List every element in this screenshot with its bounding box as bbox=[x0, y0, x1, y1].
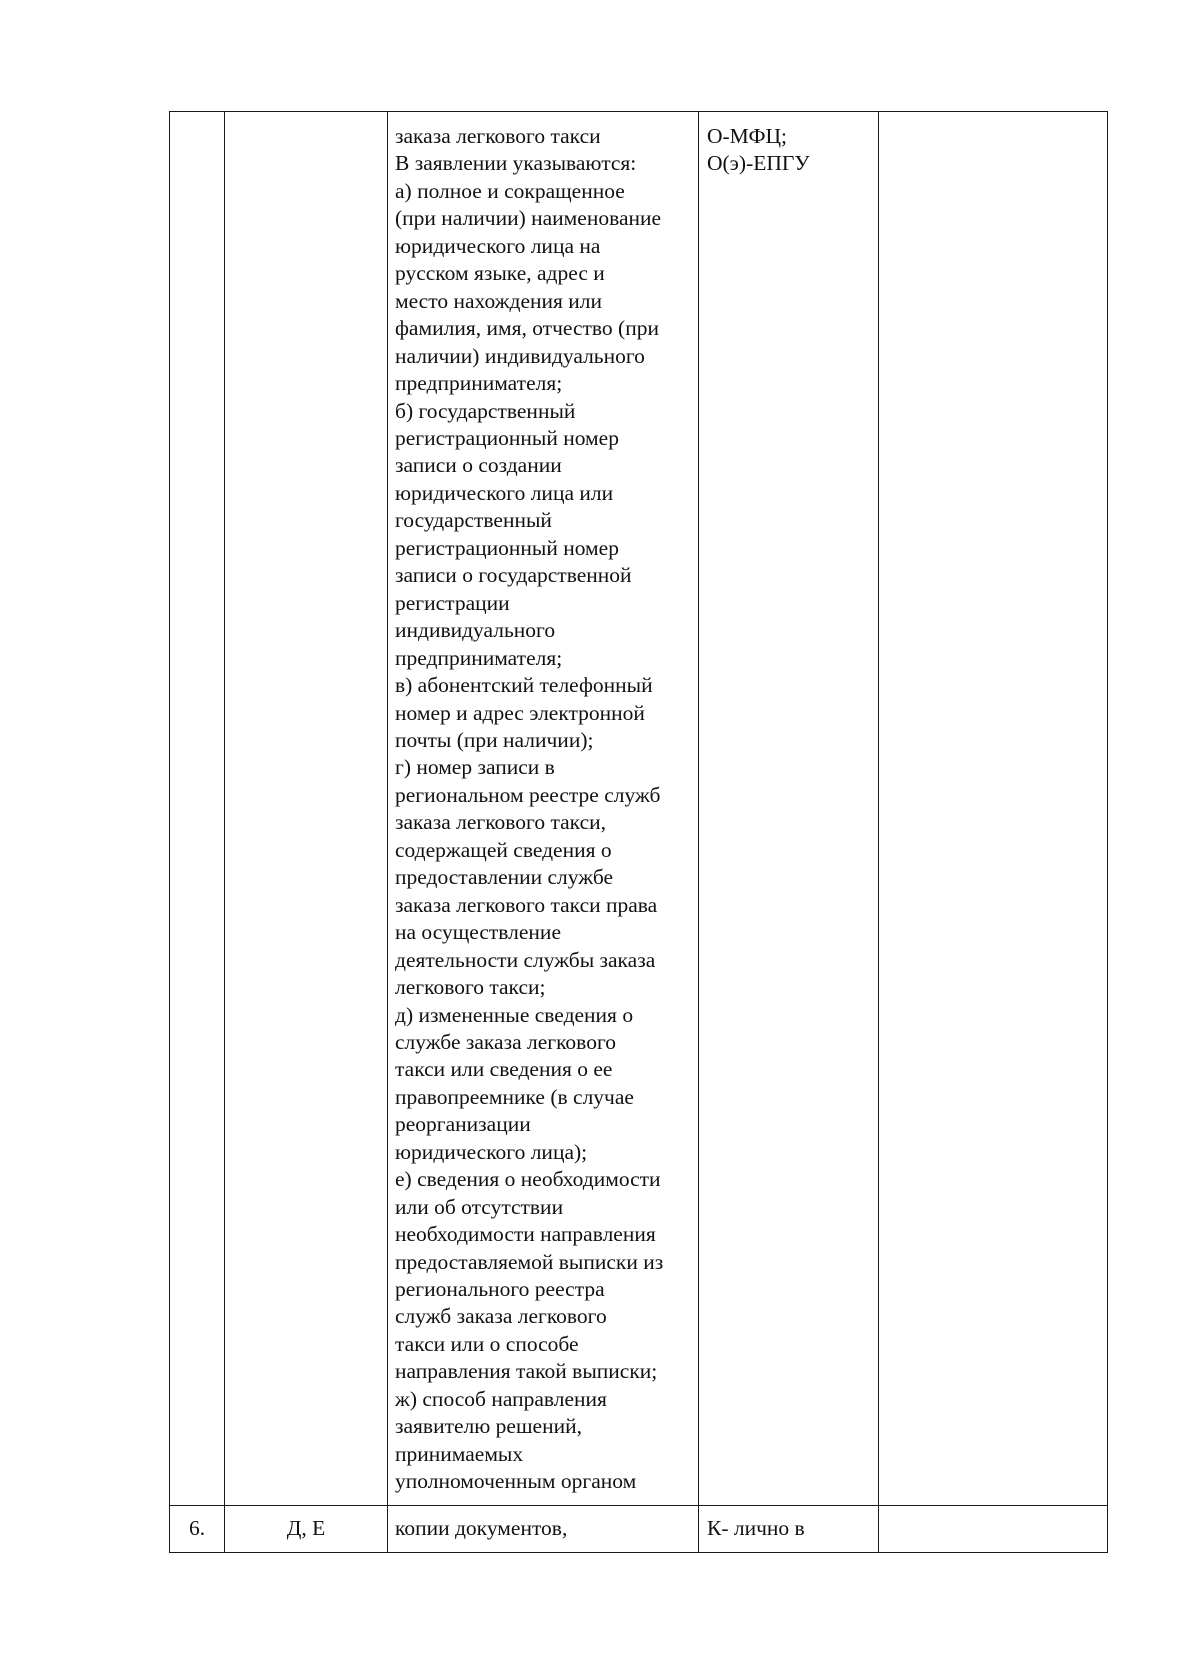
requirements-table bbox=[169, 111, 1108, 1553]
text-line: региональном реестре служб bbox=[395, 782, 661, 807]
notes-cell bbox=[879, 1506, 1108, 1553]
text-line: легкового такси; bbox=[395, 975, 546, 1000]
text-line: юридического лица на bbox=[395, 233, 601, 258]
text-line: предоставляемой выписки из bbox=[395, 1249, 664, 1274]
submission-method-cell: К- лично в bbox=[699, 1506, 879, 1553]
text-line: направления такой выписки; bbox=[395, 1359, 658, 1384]
text-line: д) измененные сведения о bbox=[395, 1002, 634, 1027]
text-line: реорганизации bbox=[395, 1112, 531, 1137]
text-line: государственный bbox=[395, 508, 552, 533]
text-line: такси или сведения о ее bbox=[395, 1057, 613, 1082]
document-description-cell: копии документов, bbox=[388, 1506, 699, 1553]
text-line: службе заказа легкового bbox=[395, 1029, 616, 1054]
text-line: русском языке, адрес и bbox=[395, 261, 605, 286]
text-line: ж) способ направления bbox=[395, 1386, 607, 1411]
text-line: юридического лица); bbox=[395, 1139, 588, 1164]
text-line: содержащей сведения о bbox=[395, 837, 612, 862]
document-description-cell bbox=[388, 112, 699, 1506]
text-line: регистрационный номер bbox=[395, 425, 619, 450]
text-line: или об отсутствии bbox=[395, 1194, 564, 1219]
text-line: юридического лица или bbox=[395, 480, 614, 505]
notes-cell bbox=[879, 112, 1108, 1506]
text-line: заказа легкового такси права bbox=[395, 892, 658, 917]
text-line: в) абонентский телефонный bbox=[395, 673, 653, 698]
text-line: записи о государственной bbox=[395, 563, 632, 588]
text-line: б) государственный bbox=[395, 398, 576, 423]
applicant-category-cell bbox=[225, 112, 388, 1506]
text-line: (при наличии) наименование bbox=[395, 206, 662, 231]
text-line: на осуществление bbox=[395, 920, 561, 945]
text-line: индивидуального bbox=[395, 618, 556, 643]
text-line: почты (при наличии); bbox=[395, 727, 594, 752]
submission-method-text bbox=[699, 112, 878, 178]
text-line: регистрации bbox=[395, 590, 510, 615]
text-line: деятельности службы заказа bbox=[395, 947, 656, 972]
text-line: заказа легкового такси bbox=[395, 124, 601, 148]
text-line: записи о создании bbox=[395, 453, 562, 478]
text-line: предпринимателя; bbox=[395, 645, 563, 670]
text-line: служб заказа легкового bbox=[395, 1304, 607, 1329]
text-line: предпринимателя; bbox=[395, 371, 563, 396]
text-line: а) полное и сокращенное bbox=[395, 178, 625, 203]
text-line: заказа легкового такси, bbox=[395, 810, 607, 835]
row-number-cell: 6. bbox=[170, 1506, 225, 1553]
table-row bbox=[170, 112, 1108, 1506]
text-line: регионального реестра bbox=[395, 1277, 605, 1302]
text-line: фамилия, имя, отчество (при bbox=[395, 316, 659, 341]
table-row bbox=[170, 1506, 1108, 1553]
text-line: такси или о способе bbox=[395, 1331, 579, 1356]
text-line: О-МФЦ; bbox=[707, 124, 788, 148]
text-line: е) сведения о необходимости bbox=[395, 1167, 661, 1192]
text-line: уполномоченным органом bbox=[395, 1469, 637, 1494]
submission-method-cell bbox=[699, 112, 879, 1506]
text-line: заявителю решений, bbox=[395, 1414, 582, 1439]
text-line: предоставлении службе bbox=[395, 865, 614, 890]
text-line: г) номер записи в bbox=[395, 755, 555, 780]
text-line: В заявлении указываются: bbox=[395, 151, 637, 176]
text-line: необходимости направления bbox=[395, 1222, 656, 1247]
text-line: место нахождения или bbox=[395, 288, 603, 313]
text-line: принимаемых bbox=[395, 1441, 524, 1466]
text-line: правопреемнике (в случае bbox=[395, 1084, 634, 1109]
row-number-cell bbox=[170, 112, 225, 1506]
document-description-text bbox=[388, 112, 698, 1496]
text-line: номер и адрес электронной bbox=[395, 700, 645, 725]
text-line: О(э)-ЕПГУ bbox=[707, 151, 810, 176]
applicant-category-cell: Д, Е bbox=[225, 1506, 388, 1553]
text-line: наличии) индивидуального bbox=[395, 343, 645, 368]
text-line: регистрационный номер bbox=[395, 535, 619, 560]
